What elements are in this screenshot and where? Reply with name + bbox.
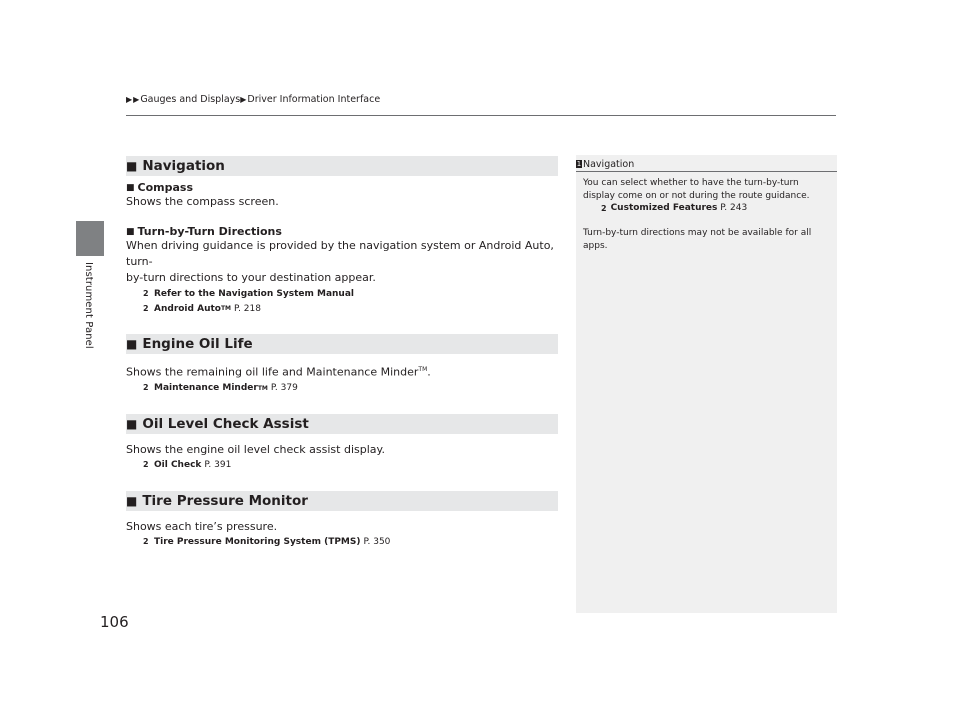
- oil-check-text: Shows the engine oil level check assist display.: [126, 442, 385, 456]
- chapter-tab: [76, 221, 104, 256]
- header-rule: [126, 115, 836, 116]
- subheading-turn-by-turn: ■ Turn-by-Turn Directions: [126, 225, 282, 238]
- square-bullet-icon: ■: [126, 416, 138, 431]
- main-content: [126, 156, 558, 550]
- reference-link[interactable]: 2 Customized Features P. 243: [601, 203, 748, 213]
- triangle-right-icon: ▶: [240, 95, 247, 104]
- tbt-text-line1: When driving guidance is provided by the navigation system or Android Auto, turn-: [126, 239, 554, 268]
- oil-life-text: Shows the remaining oil life and Maintenance Minder™.: [126, 365, 431, 379]
- square-bullet-icon: ■: [126, 159, 138, 173]
- reference-link[interactable]: 2 Oil Check P. 391: [143, 460, 232, 471]
- chapter-label: Instrument Panel: [83, 262, 94, 349]
- reference-arrow-icon: 2: [143, 460, 149, 470]
- section-heading-navigation: ■ Navigation: [126, 156, 558, 176]
- breadcrumb: [126, 94, 380, 105]
- section-heading-tire-pressure: ■ Tire Pressure Monitor: [126, 491, 558, 511]
- section-heading-oil-level-check: ■ Oil Level Check Assist: [126, 414, 558, 434]
- reference-link[interactable]: 2 Refer to the Navigation System Manual: [143, 288, 354, 299]
- triangle-right-icon: ▶: [133, 95, 140, 104]
- subheading-compass: ■ Compass: [126, 181, 193, 194]
- reference-arrow-icon: 2: [601, 203, 607, 213]
- section-heading-engine-oil-life: ■ Engine Oil Life: [126, 334, 558, 354]
- sidebar-heading: 1 Navigation: [576, 155, 837, 172]
- sidebar-text: You can select whether to have the turn-by-turn display come on or not during the route guidance.: [583, 178, 810, 201]
- reference-arrow-icon: 2: [143, 303, 149, 313]
- square-bullet-icon: ■: [126, 493, 138, 508]
- page-number: 106: [100, 613, 129, 631]
- breadcrumb-section[interactable]: Gauges and Displays: [140, 94, 241, 105]
- breadcrumb-page[interactable]: Driver Information Interface: [247, 94, 381, 105]
- sidebar-note: [576, 155, 837, 613]
- square-bullet-icon: ■: [126, 226, 135, 237]
- sidebar-text: Turn-by-turn directions may not be available for all apps.: [583, 228, 812, 251]
- reference-link[interactable]: 2 Tire Pressure Monitoring System (TPMS) P. 350: [143, 537, 391, 548]
- reference-arrow-icon: 2: [143, 383, 149, 393]
- reference-link[interactable]: 2 Android Auto TM P. 218: [143, 303, 261, 314]
- tbt-text-line2: by-turn directions to your destination appear.: [126, 271, 376, 284]
- reference-arrow-icon: 2: [143, 537, 149, 547]
- reference-arrow-icon: 2: [143, 288, 149, 298]
- square-bullet-icon: ■: [126, 182, 135, 193]
- square-bullet-icon: ■: [126, 337, 138, 351]
- reference-link[interactable]: 2 Maintenance Minder TM P. 379: [143, 383, 298, 394]
- compass-text: Shows the compass screen.: [126, 195, 279, 208]
- tire-text: Shows each tire’s pressure.: [126, 519, 278, 533]
- triangle-right-icon: ▶: [126, 95, 133, 104]
- note-number-badge: 1: [576, 160, 582, 168]
